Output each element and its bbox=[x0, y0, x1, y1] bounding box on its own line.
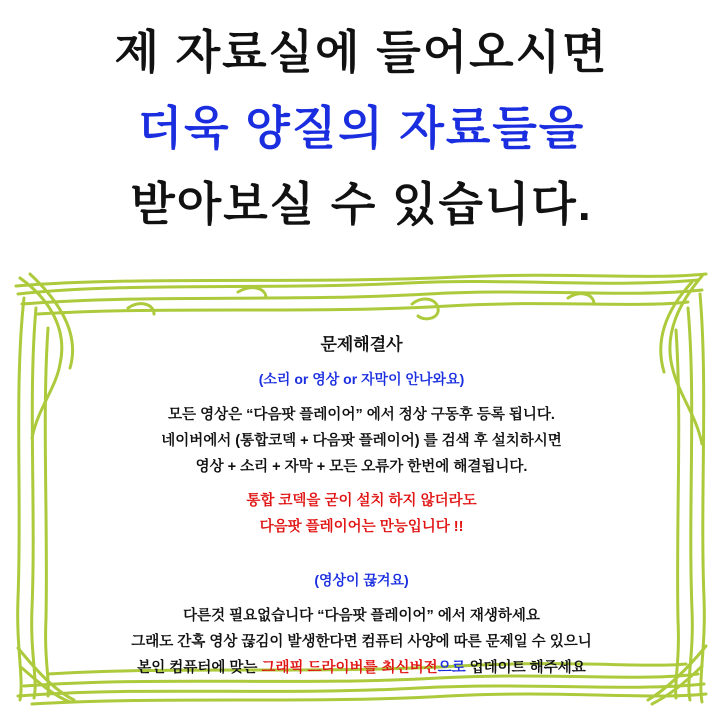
last-line-highlight: 그래픽 드라이버를 최신버전 bbox=[261, 660, 438, 676]
section1-warning-1: 통합 코덱을 굳이 설치 하지 않더라도 bbox=[246, 493, 477, 509]
headline bbox=[0, 14, 723, 242]
last-line-pre: 본인 컴퓨터에 맞는 bbox=[137, 660, 262, 676]
section1-line-2: 네이버에서 (통합코덱 + 다음팟 플레이어) 를 검색 후 설치하시면 bbox=[161, 433, 562, 449]
block-title: 문제해결사 bbox=[320, 335, 403, 354]
headline-line-3: 받아보실 수 있습니다. bbox=[130, 178, 593, 230]
section2-question: (영상이 끊겨요) bbox=[314, 572, 409, 588]
last-line-post: 업데이트 해주세요 bbox=[469, 660, 586, 676]
section2-line-1: 다른것 필요없습니다 “다음팟 플레이어” 에서 재생하세요 bbox=[183, 608, 540, 624]
headline-line-1: 제 자료실에 들어오시면 bbox=[114, 26, 609, 78]
section1-question: (소리 or 영상 or 자막이 안나와요) bbox=[258, 371, 465, 387]
section2-line-2: 그래도 간혹 영상 끊김이 발생한다면 컴퓨터 사양에 따른 문제일 수 있으니 bbox=[131, 634, 592, 650]
section1-line-3: 영상 + 소리 + 자막 + 모든 오류가 한번에 해결됩니다. bbox=[195, 459, 528, 475]
section2-last-line bbox=[0, 655, 723, 681]
section1-warning-2: 다음팟 플레이어는 만능입니다 !! bbox=[259, 519, 464, 535]
spacer-1 bbox=[0, 480, 723, 488]
last-line-mid: 으로 bbox=[437, 660, 470, 676]
body-content bbox=[0, 330, 723, 681]
spacer-2 bbox=[0, 540, 723, 570]
section1-line-1: 모든 영상은 “다음팟 플레이어” 에서 정상 구동후 등록 됩니다. bbox=[168, 407, 555, 423]
headline-line-2: 더욱 양질의 자료들을 bbox=[137, 102, 586, 154]
